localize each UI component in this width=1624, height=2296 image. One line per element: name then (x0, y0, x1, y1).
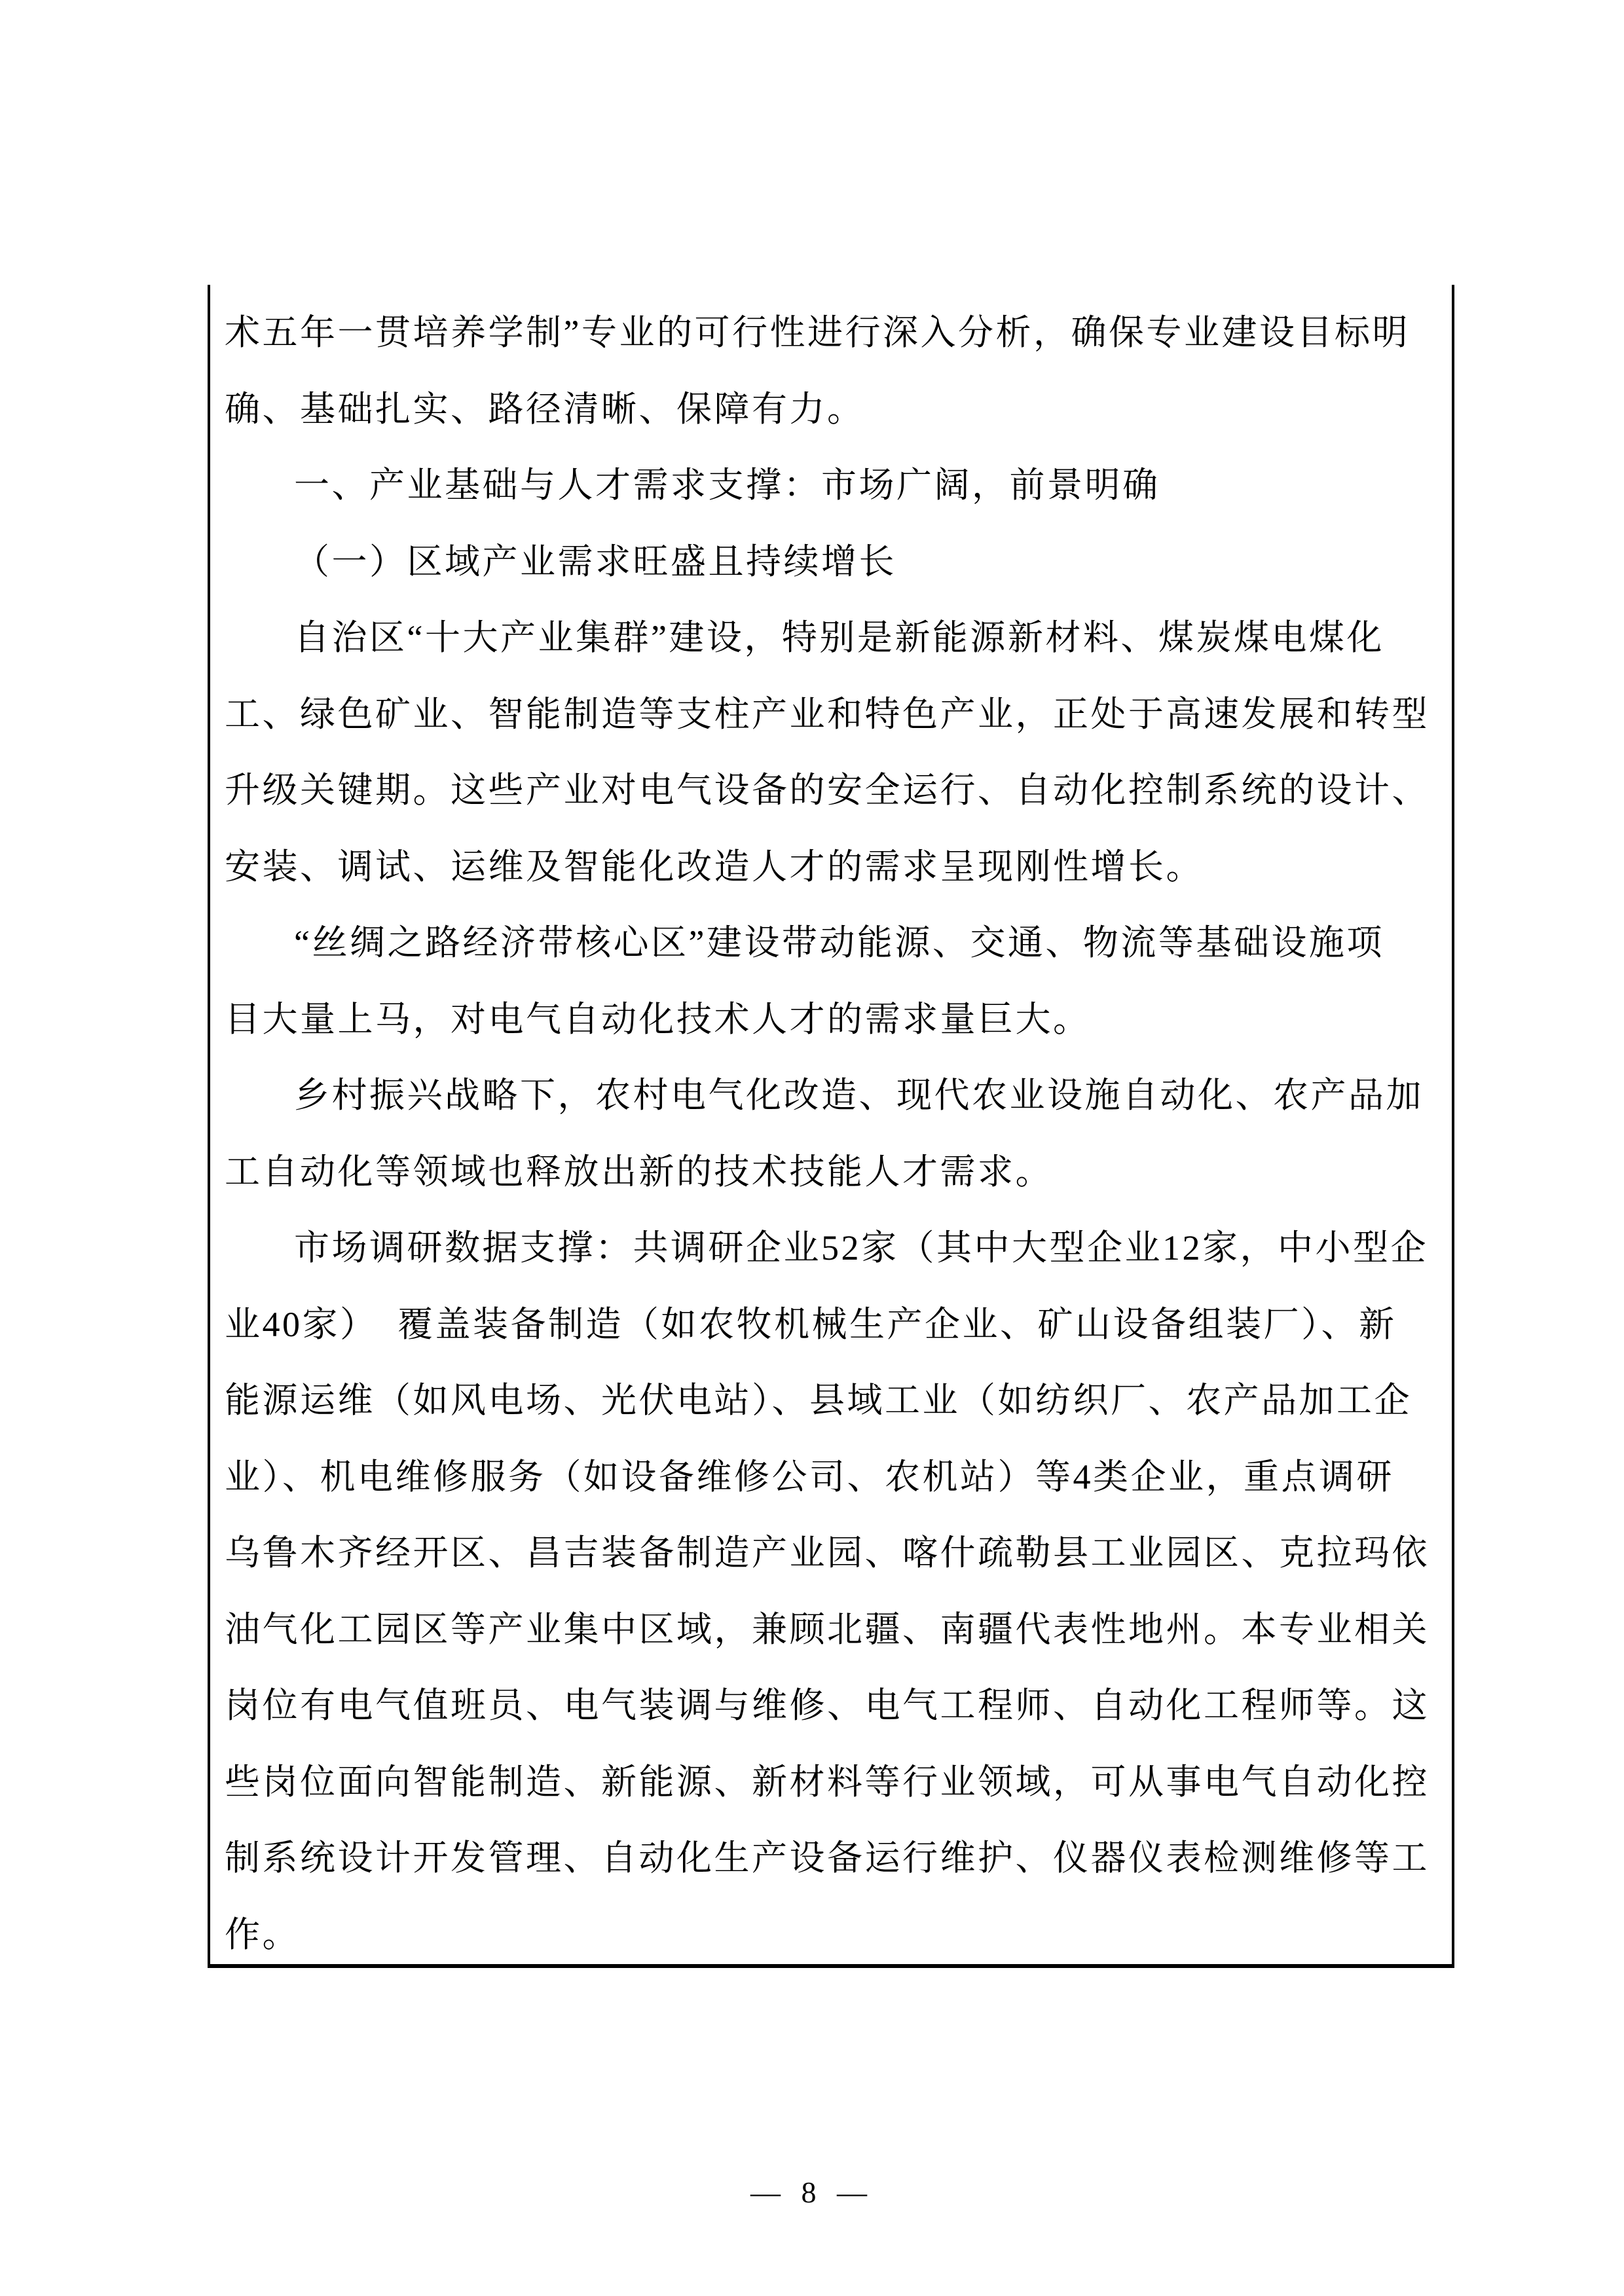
text-line: 岗位有电气值班员、电气装调与维修、电气工程师、自动化工程师等。这 (225, 1686, 1430, 1725)
text-line: 确、基础扎实、路径清晰、保障有力。 (225, 389, 865, 429)
text-line: 能源运维（如风电场、光伏电站）、县域工业（如纺织厂、农产品加工企 (225, 1381, 1412, 1420)
text-line: 自治区“十大产业集群”建设，特别是新能源新材料、煤炭煤电煤化 (294, 618, 1384, 657)
text-line: 术五年一贯培养学制”专业的可行性进行深入分析，确保专业建设目标明 (225, 313, 1410, 352)
text-line: 工、绿色矿业、智能制造等支柱产业和特色产业，正处于高速发展和转型 (225, 694, 1430, 734)
text-line: 油气化工园区等产业集中区域，兼顾北疆、南疆代表性地州。本专业相关 (225, 1609, 1430, 1649)
text-line: 市场调研数据支撑：共调研企业52家（其中大型企业12家，中小型企 (294, 1228, 1428, 1267)
text-line: 安装、调试、运维及智能化改造人才的需求呈现刚性增长。 (225, 847, 1204, 886)
body-text (210, 285, 1452, 1973)
text-line: “丝绸之路经济带核心区”建设带动能源、交通、物流等基础设施项 (294, 923, 1384, 962)
content-box (208, 285, 1454, 1968)
text-line: 工自动化等领域也释放出新的技术技能人才需求。 (225, 1152, 1053, 1192)
text-line: 目大量上马，对电气自动化技术人才的需求量巨大。 (225, 999, 1091, 1039)
text-line: 制系统设计开发管理、自动化生产设备运行维护、仪器仪表检测维修等工 (225, 1838, 1430, 1878)
text-line: 乡村振兴战略下，农村电气化改造、现代农业设施自动化、农产品加 (294, 1076, 1424, 1115)
page-number: — 8 — (750, 2176, 874, 2209)
text-line: 作。 (225, 1914, 300, 1954)
text-line: 业40家） 覆盖装备制造（如农牧机械生产企业、矿山设备组装厂）、新 (225, 1304, 1397, 1344)
text-line: 升级关键期。这些产业对电气设备的安全运行、自动化控制系统的设计、 (225, 771, 1430, 810)
text-line: 业）、机电维修服务（如设备维修公司、农机站）等4类企业，重点调研 (225, 1457, 1394, 1497)
text-line: （一）区域产业需求旺盛且持续增长 (294, 541, 896, 581)
text-line: 乌鲁木齐经开区、昌吉装备制造产业园、喀什疏勒县工业园区、克拉玛依 (225, 1533, 1430, 1573)
text-line: 一、产业基础与人才需求支撑：市场广阔，前景明确 (294, 465, 1160, 505)
page-footer (0, 2175, 1624, 2210)
text-line: 些岗位面向智能制造、新能源、新材料等行业领域，可从事电气自动化控 (225, 1762, 1430, 1802)
